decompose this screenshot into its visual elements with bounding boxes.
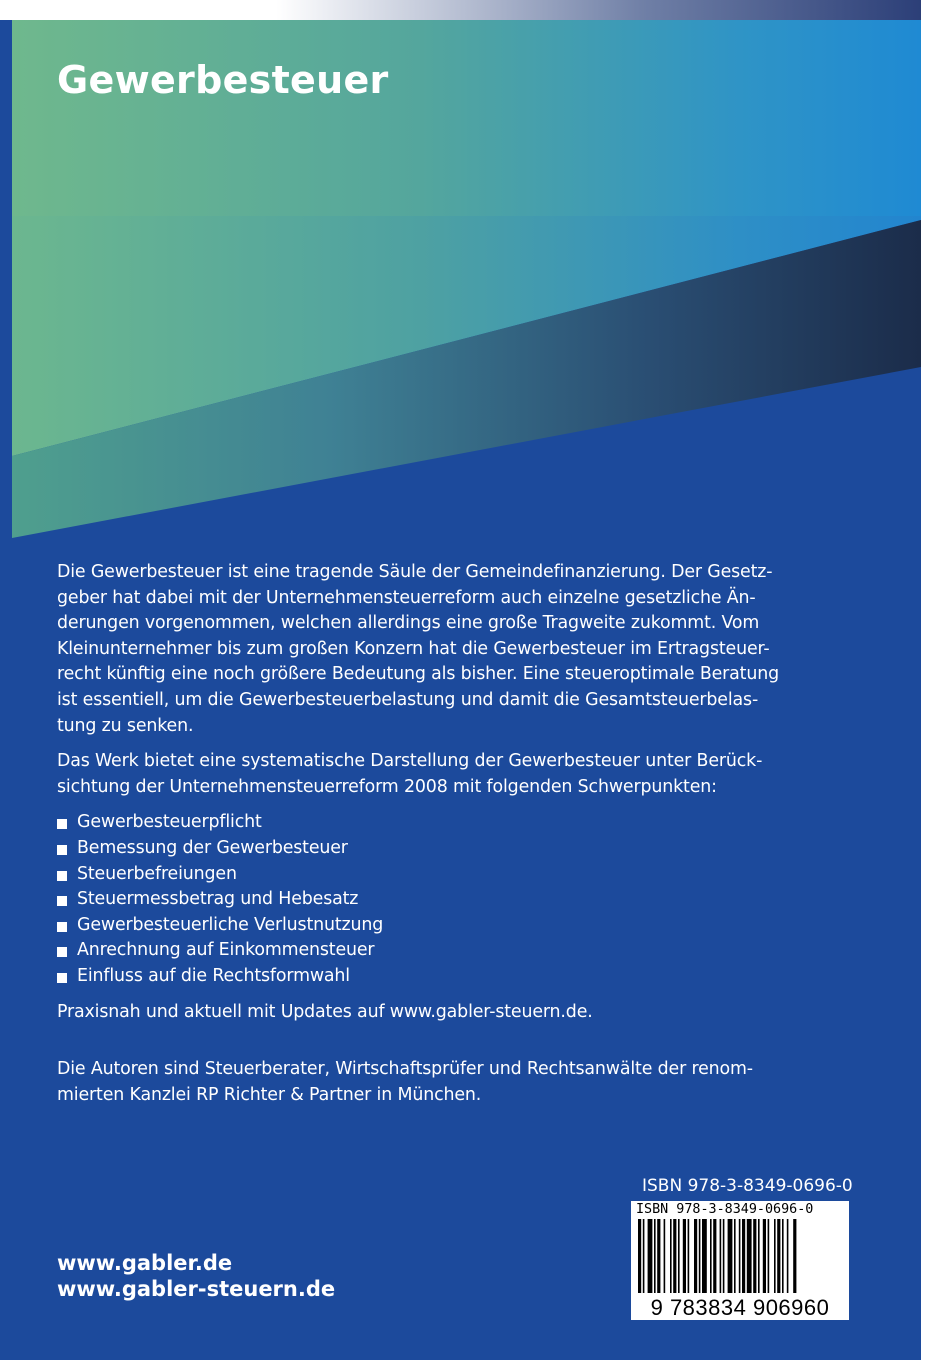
barcode-bar — [777, 1219, 780, 1293]
barcode-bar — [782, 1219, 784, 1293]
list-item — [57, 964, 757, 990]
barcode-bar — [657, 1219, 660, 1293]
text-line: mierten Kanzlei RP Richter & Partner in München. — [57, 1084, 482, 1105]
barcode-bar — [688, 1219, 690, 1293]
barcode-bar — [739, 1219, 741, 1293]
list-item — [57, 836, 757, 862]
text-line: derungen vorgenommen, welchen allerdings eine große Tragweite zukommt. Vom — [57, 613, 760, 634]
publisher-links — [57, 1250, 335, 1302]
list-item — [57, 938, 757, 964]
list-item — [57, 862, 757, 888]
barcode-bar — [694, 1219, 697, 1293]
square-bullet-icon — [57, 845, 67, 855]
barcode-bar — [768, 1219, 770, 1293]
barcode-bar — [753, 1219, 756, 1293]
barcode-bar — [648, 1219, 653, 1293]
barcode-bar — [774, 1219, 776, 1293]
tax-website-link[interactable]: www.gabler-steuern.de — [57, 1277, 336, 1301]
barcode-bar — [793, 1219, 796, 1293]
barcode-bar — [643, 1219, 645, 1293]
barcode-bar — [763, 1219, 766, 1293]
page-margin — [921, 0, 946, 1360]
description-paragraph — [57, 560, 779, 739]
publisher-website-link[interactable]: www.gabler.de — [57, 1251, 233, 1275]
barcode-bar — [713, 1219, 716, 1293]
list-item — [57, 913, 757, 939]
focus-list — [57, 810, 757, 989]
text-line: Kleinunternehmer bis zum großen Konzern hat die Gewerbesteuer im Ertragsteuer- — [57, 638, 770, 659]
barcode-bar — [758, 1219, 760, 1293]
square-bullet-icon — [57, 922, 67, 932]
list-item — [57, 887, 757, 913]
barcode-bar — [728, 1219, 733, 1293]
barcode-bar — [787, 1219, 789, 1293]
barcode-bar — [664, 1219, 666, 1293]
text-line: Das Werk bietet eine systematische Darstellung der Gewerbesteuer unter Berück- — [57, 751, 763, 772]
isbn-label: ISBN 978-3-8349-0696-0 — [642, 1176, 853, 1196]
text-line: ist essentiell, um die Gewerbesteuerbelastung und damit die Gesamtsteuerbelas- — [57, 689, 759, 710]
top-edge — [0, 0, 921, 20]
list-item-label: Steuermessbetrag und Hebesatz — [77, 889, 359, 910]
list-item-label: Bemessung der Gewerbesteuer — [77, 837, 348, 858]
text-line: Die Autoren sind Steuerberater, Wirtschaftsprüfer und Rechtsanwälte der renom- — [57, 1059, 753, 1080]
barcode-bar — [683, 1219, 686, 1293]
list-item-label: Gewerbesteuerliche Verlustnutzung — [77, 914, 384, 935]
list-item — [57, 810, 757, 836]
barcode-bar — [699, 1219, 701, 1293]
square-bullet-icon — [57, 973, 67, 983]
barcode-bar — [742, 1219, 745, 1293]
text-line: tung zu senken. — [57, 715, 194, 736]
gradient-band — [12, 20, 921, 216]
work-intro-paragraph — [57, 749, 763, 800]
square-bullet-icon — [57, 871, 67, 881]
barcode-bar — [670, 1219, 672, 1293]
list-item-label: Steuerbefreiungen — [77, 863, 237, 884]
barcode-bar — [734, 1219, 736, 1293]
authors-paragraph — [57, 1057, 757, 1108]
list-item-label: Einfluss auf die Rechtsformwahl — [77, 965, 350, 986]
barcode-bar — [710, 1219, 712, 1293]
barcode-bar — [654, 1219, 656, 1293]
barcode-bar — [702, 1219, 707, 1293]
square-bullet-icon — [57, 947, 67, 957]
barcode-bar — [673, 1219, 676, 1293]
square-bullet-icon — [57, 819, 67, 829]
barcode-isbn-text: ISBN 978-3-8349-0696-0 — [636, 1202, 814, 1217]
barcode-bar — [638, 1219, 641, 1293]
description-block — [57, 560, 779, 1108]
text-line: recht künftig eine noch größere Bedeutung als bisher. Eine steueroptimale Beratung — [57, 664, 779, 685]
barcode-panel — [631, 1201, 849, 1320]
barcode-bar — [720, 1219, 722, 1293]
text-line: Die Gewerbesteuer ist eine tragende Säule der Gemeindefinanzierung. Der Gesetz- — [57, 562, 773, 582]
square-bullet-icon — [57, 896, 67, 906]
book-title: Gewerbesteuer — [57, 58, 389, 102]
stripe-artwork — [12, 216, 921, 538]
closing-line: Praxisnah und aktuell mit Updates auf www.gabler-steuern.de. — [57, 1001, 593, 1022]
barcode-bar — [723, 1219, 725, 1293]
text-line: sichtung der Unternehmensteuerreform 2008 mit folgenden Schwerpunkten: — [57, 776, 717, 797]
list-item-label: Gewerbesteuerpflicht — [77, 812, 262, 833]
barcode-bar — [747, 1219, 752, 1293]
barcode-bar — [678, 1219, 680, 1293]
barcode-digits: 9 783834 906960 — [650, 1295, 830, 1320]
text-line: geber hat dabei mit der Unternehmensteuerreform auch einzelne gesetzliche Än- — [57, 587, 756, 608]
list-item-label: Anrechnung auf Einkommensteuer — [77, 940, 375, 961]
